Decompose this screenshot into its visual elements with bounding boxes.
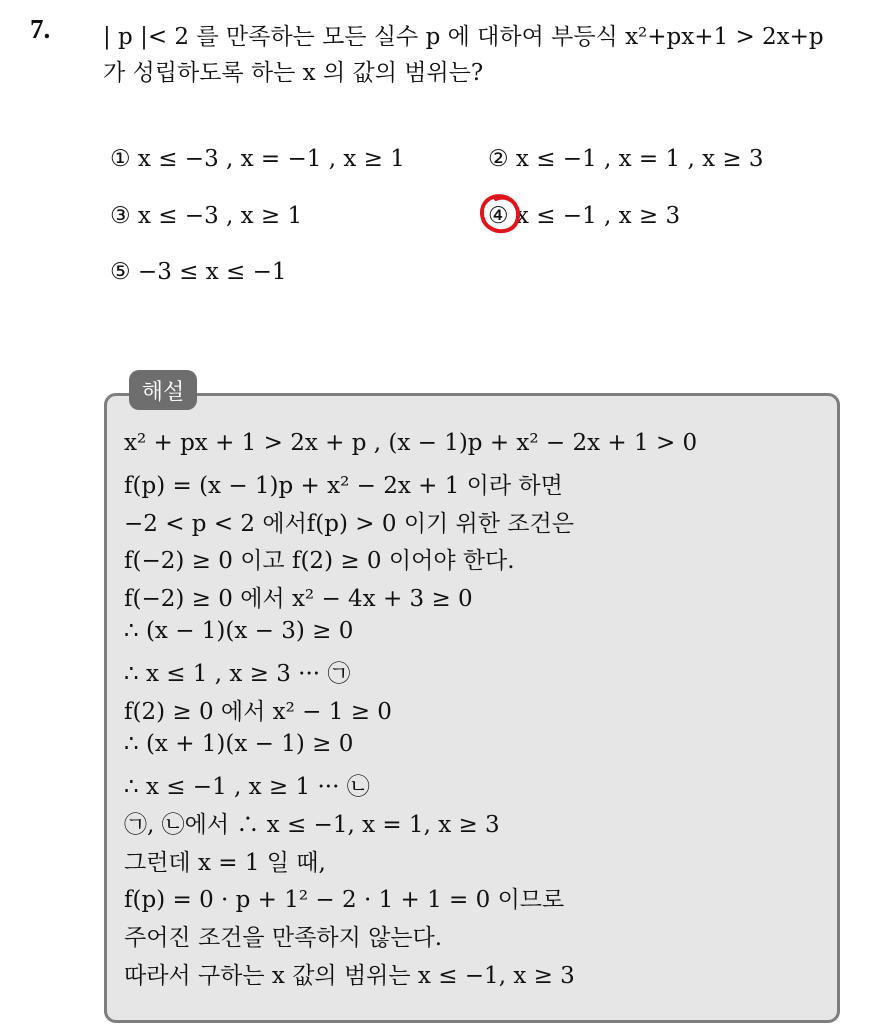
solution-line-3: −2 < p < 2 에서f(p) > 0 이기 위한 조건은	[124, 511, 574, 537]
solution-line-1: x² + px + 1 > 2x + p , (x − 1)p + x² − 2x + 1 > 0	[124, 430, 698, 456]
solution-line-12: 그런데 x = 1 일 때,	[124, 850, 326, 876]
solution-line-15: 따라서 구하는 x 값의 범위는 x ≤ −1, x ≥ 3	[124, 963, 575, 989]
solution-line-7: ∴ x ≤ 1 , x ≥ 3 ··· ㉠	[124, 661, 351, 687]
choice-5[interactable]: ⑤ −3 ≤ x ≤ −1	[110, 259, 287, 285]
solution-line-8: f(2) ≥ 0 에서 x² − 1 ≥ 0	[124, 699, 392, 725]
choice-4[interactable]: ④ x ≤ −1 , x ≥ 3	[488, 203, 681, 229]
solution-tag: 해설	[129, 370, 197, 410]
solution-line-9: ∴ (x + 1)(x − 1) ≥ 0	[124, 731, 354, 757]
solution-line-4: f(−2) ≥ 0 이고 f(2) ≥ 0 이어야 한다.	[124, 548, 515, 574]
solution-line-11: ㉠, ㉡에서 ∴ x ≤ −1, x = 1, x ≥ 3	[124, 812, 500, 838]
solution-line-10: ∴ x ≤ −1 , x ≥ 1 ··· ㉡	[124, 774, 370, 800]
circle-stroke	[482, 196, 518, 231]
solution-line-13: f(p) = 0 · p + 1² − 2 · 1 + 1 = 0 이므로	[124, 887, 565, 913]
solution-line-2: f(p) = (x − 1)p + x² − 2x + 1 이라 하면	[124, 473, 563, 499]
choice-3[interactable]: ③ x ≤ −3 , x ≥ 1	[110, 203, 303, 229]
choice-1[interactable]: ① x ≤ −3 , x = −1 , x ≥ 1	[110, 146, 405, 172]
solution-line-5: f(−2) ≥ 0 에서 x² − 4x + 3 ≥ 0	[124, 586, 473, 612]
question-text-line-2: 가 성립하도록 하는 x 의 값의 범위는?	[103, 60, 484, 86]
question-number: 7.	[30, 14, 51, 44]
choice-2[interactable]: ② x ≤ −1 , x = 1 , x ≥ 3	[488, 146, 764, 172]
solution-line-14: 주어진 조건을 만족하지 않는다.	[124, 925, 443, 951]
solution-line-6: ∴ (x − 1)(x − 3) ≥ 0	[124, 618, 354, 644]
red-circle-mark-icon	[478, 192, 524, 236]
question-text-line-1: | p |< 2 를 만족하는 모든 실수 p 에 대하여 부등식 x²+px+1 > 2x+p	[103, 24, 824, 50]
